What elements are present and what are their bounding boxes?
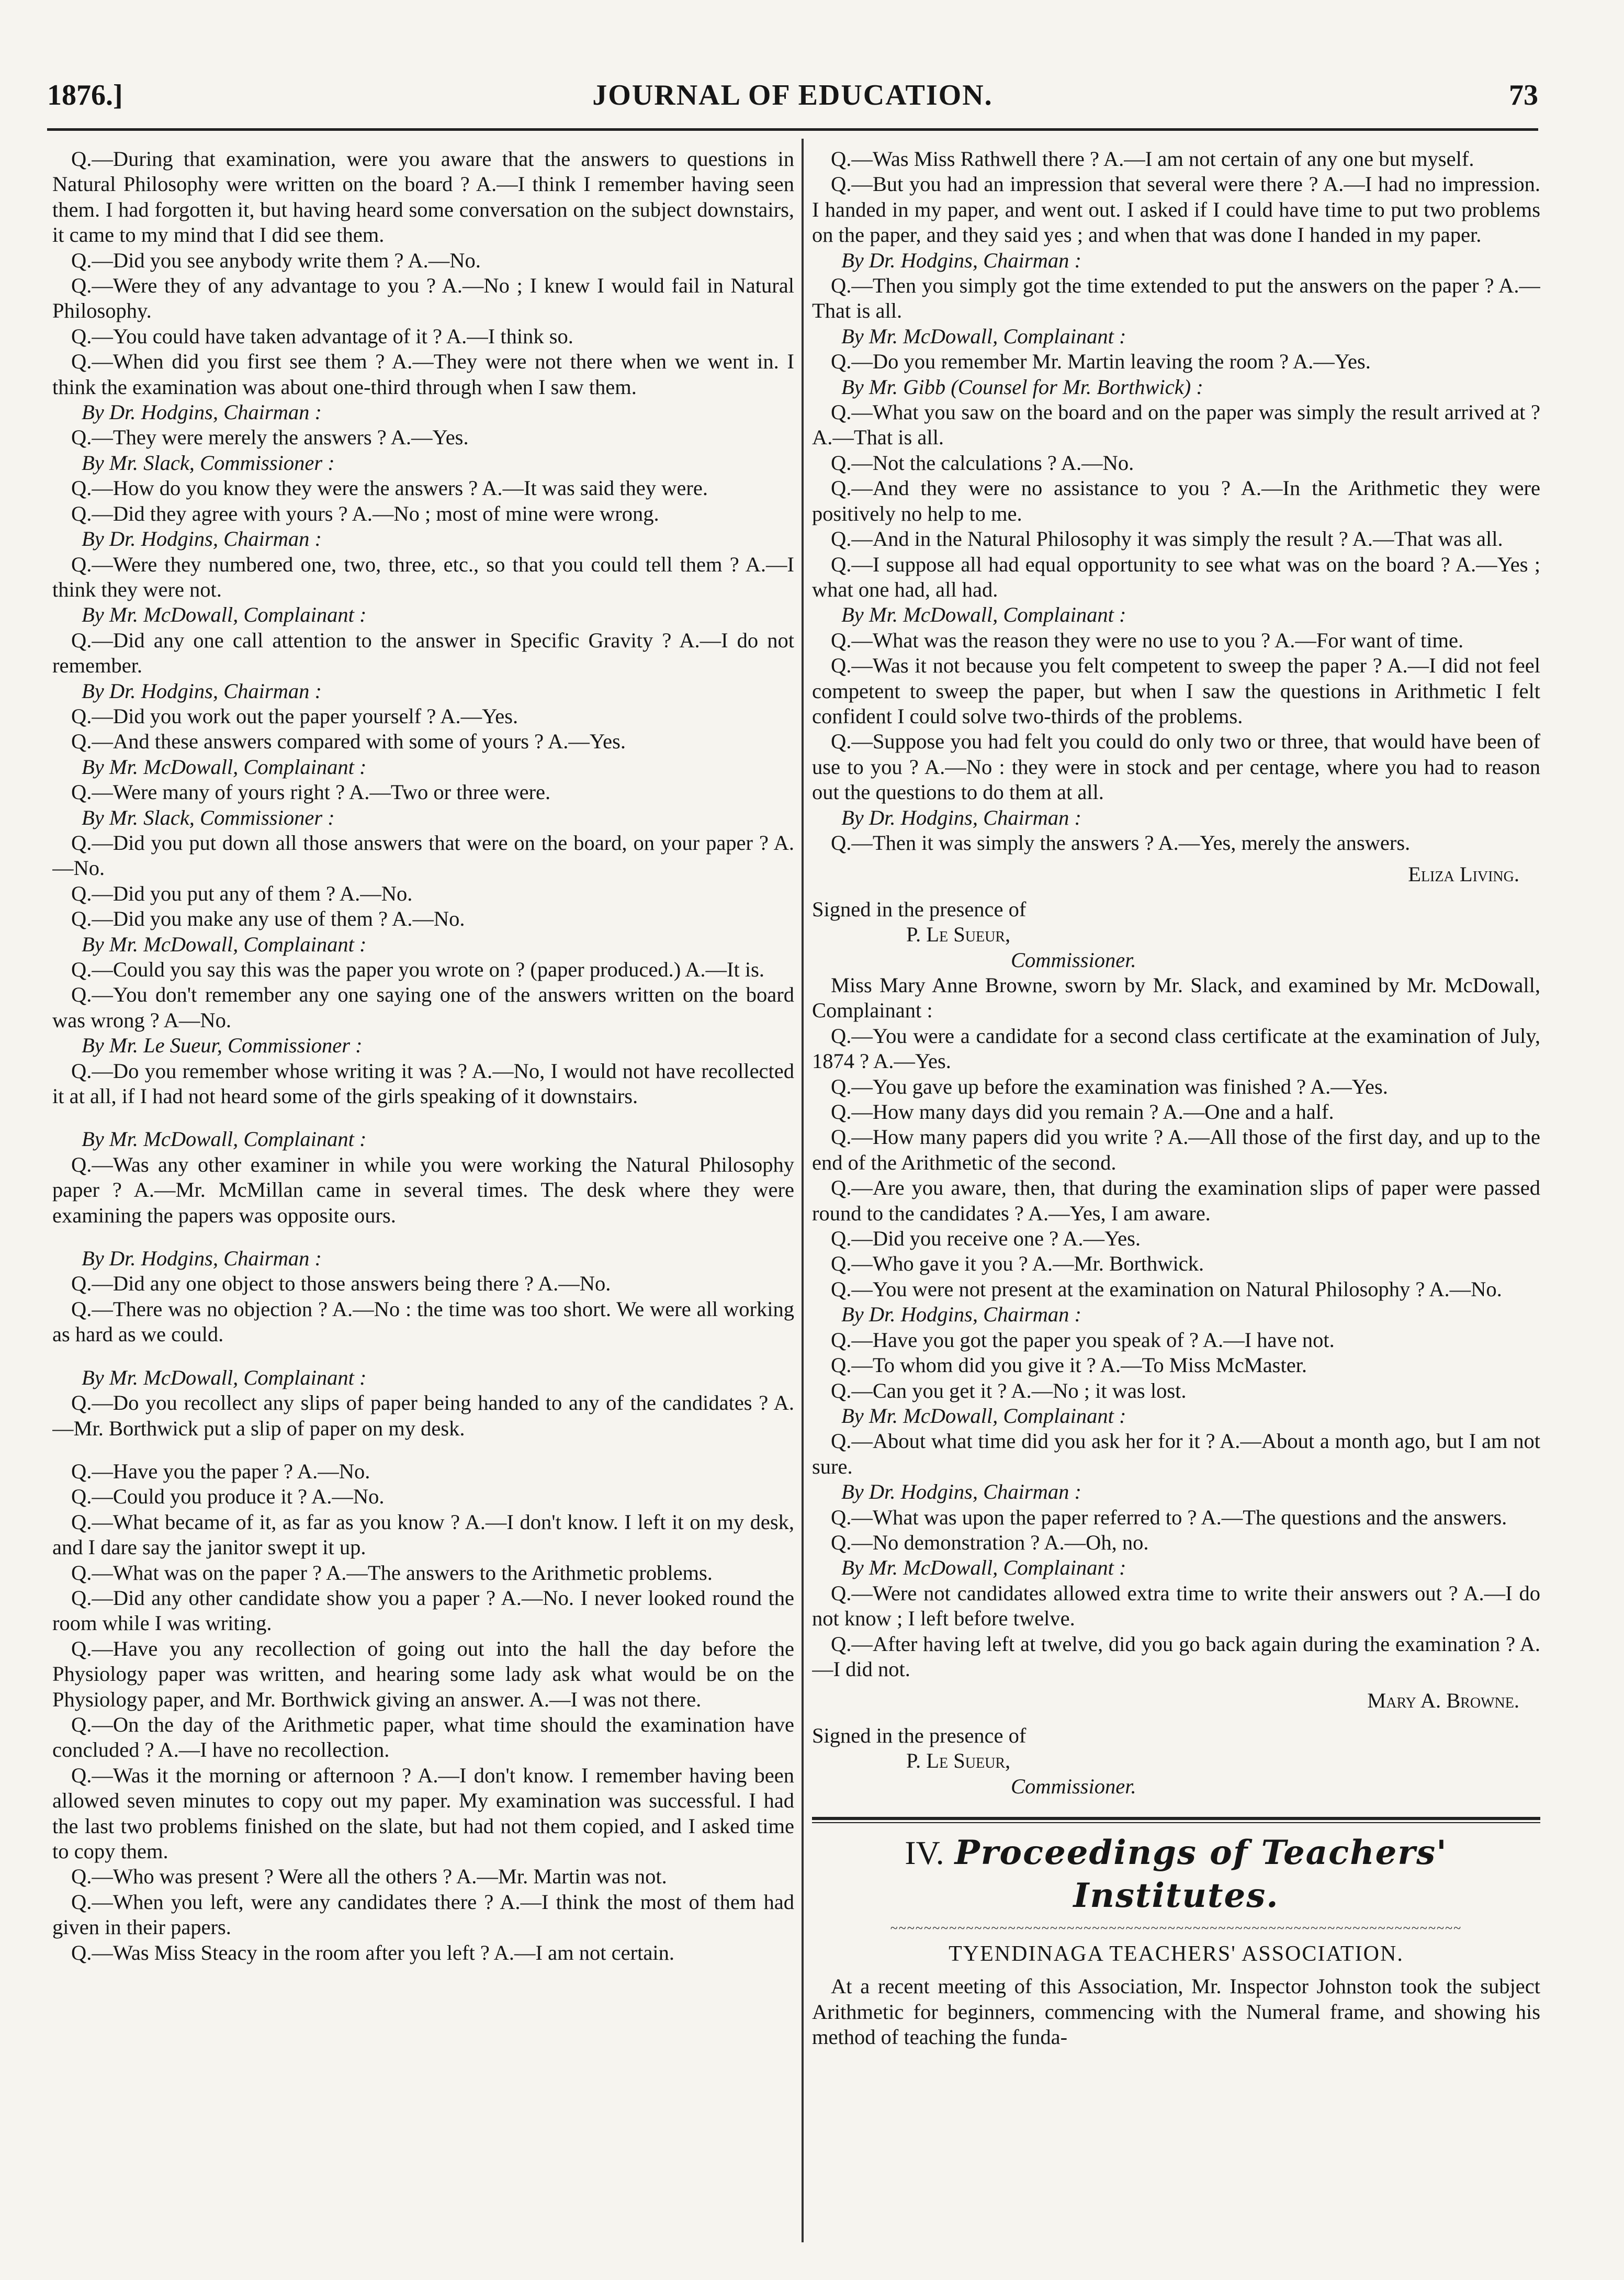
testimony-paragraph: Q.—Do you remember Mr. Martin leaving the room ? A.—Yes. — [831, 350, 1371, 374]
commissioner-name: P. Le Sueur, — [906, 1749, 1011, 1773]
testimony-paragraph: Q.—Have you got the paper you speak of ? A.—I have not. — [831, 1328, 1335, 1352]
testimony-paragraph: Q.—Did you put down all those answers that were on the board, on your paper ? A.—No. — [52, 830, 794, 880]
page-header — [47, 78, 1538, 126]
paragraph-gap — [52, 1441, 794, 1459]
testimony-paragraph: Q.—Was Miss Steacy in the room after you left ? A.—I am not certain. — [71, 1940, 674, 1964]
testimony-paragraph: Q.—Did any one call attention to the answer in Specific Gravity ? A.—I do not remember. — [52, 628, 794, 678]
association-heading: TYENDINAGA TEACHERS' ASSOCIATION. — [949, 1942, 1404, 1966]
speaker-line: By Mr. Slack, Commissioner : — [82, 451, 335, 475]
paragraph-gap — [52, 1347, 794, 1365]
testimony-paragraph: Miss Mary Anne Browne, sworn by Mr. Slack, and examined by Mr. McDowall, Complainant : — [812, 973, 1540, 1023]
testimony-paragraph: Q.—Did they agree with yours ? A.—No ; most of mine were wrong. — [71, 501, 659, 525]
testimony-paragraph: Q.—When you left, were any candidates there ? A.—I think the most of them had given in their papers. — [52, 1890, 794, 1939]
commissioner-title: Commissioner. — [1011, 948, 1136, 972]
testimony-paragraph: Q.—What was the reason they were no use to you ? A.—For want of time. — [831, 628, 1464, 652]
testimony-paragraph: Q.—Could you produce it ? A.—No. — [71, 1485, 385, 1509]
testimony-paragraph: Q.—How many days did you remain ? A.—One and a half. — [831, 1100, 1334, 1124]
testimony-paragraph: Q.—Were they numbered one, two, three, etc., so that you could tell them ? A.—I think they were not. — [52, 552, 794, 601]
testimony-paragraph: Q.—Then it was simply the answers ? A.—Yes, merely the answers. — [831, 830, 1411, 855]
header-year: 1876.] — [47, 79, 123, 111]
speaker-line: By Dr. Hodgins, Chairman : — [82, 1246, 322, 1271]
testimony-paragraph: Q.—Did you make any use of them ? A.—No. — [71, 907, 465, 931]
speaker-line: By Mr. McDowall, Complainant : — [82, 603, 367, 627]
testimony-paragraph: Q.—Was any other examiner in while you were working the Natural Philosophy paper ? A.—Mr. McMillan came in several times. The desk where they were examining the papers was opposite ours. — [52, 1152, 794, 1227]
witness-signature: Eliza Living. — [1408, 862, 1519, 886]
speaker-line: By Mr. McDowall, Complainant : — [82, 1127, 367, 1151]
testimony-paragraph: Q.—There was no objection ? A.—No : the time was too short. We were all working as hard as we could. — [52, 1297, 794, 1346]
testimony-paragraph: Q.—Was it not because you felt competent to sweep the paper ? A.—I did not feel competent to sweep the paper, but when I saw the questions in Arithmetic I felt confident I could solve two-thirds of the problems. — [812, 654, 1540, 728]
testimony-paragraph: Q.—Did you see anybody write them ? A.—No. — [71, 248, 481, 272]
speaker-line: By Dr. Hodgins, Chairman : — [841, 1480, 1082, 1504]
testimony-paragraph: Q.—How many papers did you write ? A.—All those of the first day, and up to the end of the Arithmetic of the second. — [812, 1125, 1540, 1174]
signed-presence-line: Signed in the presence of — [812, 897, 1027, 921]
speaker-line: By Mr. McDowall, Complainant : — [841, 324, 1126, 348]
speaker-line: By Mr. Le Sueur, Commissioner : — [82, 1034, 363, 1058]
speaker-line: By Dr. Hodgins, Chairman : — [841, 248, 1082, 272]
right-column — [812, 147, 1540, 2271]
witness-signature: Mary A. Browne. — [1367, 1689, 1519, 1713]
left-column — [52, 147, 794, 2240]
speaker-line: By Mr. McDowall, Complainant : — [841, 1403, 1126, 1428]
speaker-line: By Dr. Hodgins, Chairman : — [82, 527, 322, 551]
testimony-paragraph: Q.—Do you remember whose writing it was ? A.—No, I would not have recollected it at all, if I had not heard some of the girls speaking of it downstairs. — [52, 1059, 794, 1108]
testimony-paragraph: Q.—Who gave it you ? A.—Mr. Borthwick. — [831, 1252, 1204, 1276]
testimony-paragraph: Q.—They were merely the answers ? A.—Yes. — [71, 425, 469, 450]
commissioner-name: P. Le Sueur, — [906, 923, 1011, 947]
testimony-paragraph: Q.—What became of it, as far as you know ? A.—I don't know. I left it on my desk, and I dare say the janitor swept it up. — [52, 1510, 794, 1559]
testimony-paragraph: Q.—When did you first see them ? A.—They were not there when we went in. I think the examination was about one-third through when I saw them. — [52, 350, 794, 399]
right-column-testimony — [812, 147, 1540, 1799]
testimony-paragraph: Q.—Did any other candidate show you a paper ? A.—No. I never looked round the room while I was writing. — [52, 1586, 794, 1635]
testimony-paragraph: Q.—During that examination, were you aware that the answers to questions in Natural Philosophy were written on the board ? A.—I think I remember having seen them. I had forgotten it, but having heard some conversation on the subject downstairs, it came to my mind that I did see them. — [52, 147, 794, 247]
section-title: Proceedings of Teachers' Institutes. — [954, 1833, 1448, 1915]
testimony-paragraph: Q.—Did you receive one ? A.—Yes. — [831, 1227, 1141, 1251]
testimony-paragraph: Q.—Then you simply got the time extended to put the answers on the paper ? A.—That is all. — [812, 274, 1540, 323]
testimony-paragraph: Q.—And in the Natural Philosophy it was simply the result ? A.—That was all. — [831, 527, 1503, 551]
speaker-line: By Mr. McDowall, Complainant : — [82, 1365, 367, 1389]
speaker-line: By Mr. Gibb (Counsel for Mr. Borthwick) : — [841, 375, 1203, 399]
speaker-line: By Mr. McDowall, Complainant : — [82, 932, 367, 956]
paragraph-gap — [52, 1228, 794, 1246]
speaker-line: By Mr. McDowall, Complainant : — [841, 1556, 1126, 1580]
testimony-paragraph: Q.—Was Miss Rathwell there ? A.—I am not certain of any one but myself. — [831, 147, 1474, 171]
testimony-paragraph: Q.—Have you any recollection of going out into the hall the day before the Physiology paper was written, and hearing some lady ask what would be on the Physiology paper, and Mr. Borthwick giving an answer. A.—I was not there. — [52, 1636, 794, 1711]
testimony-paragraph: Q.—What you saw on the board and on the paper was simply the result arrived at ? A.—That is all. — [812, 400, 1540, 450]
testimony-paragraph: Q.—Were they of any advantage to you ? A.—No ; I knew I would fail in Natural Philosophy. — [52, 274, 794, 323]
speaker-line: By Dr. Hodgins, Chairman : — [82, 400, 322, 424]
testimony-paragraph: Q.—Did you put any of them ? A.—No. — [71, 881, 413, 905]
testimony-paragraph: Q.—No demonstration ? A.—Oh, no. — [831, 1530, 1149, 1554]
paragraph-gap — [52, 1109, 794, 1127]
testimony-paragraph: Q.—Suppose you had felt you could do only two or three, that would have been of use to you ? A.—No : they were in stock and per centage, where you had to reason out the questions to do them at all. — [812, 729, 1540, 804]
section-number: IV. — [905, 1834, 944, 1871]
testimony-paragraph: Q.—I suppose all had equal opportunity to see what was on the board ? A.—Yes ; what one had, all had. — [812, 552, 1540, 601]
testimony-paragraph: Q.—To whom did you give it ? A.—To Miss McMaster. — [831, 1353, 1307, 1377]
commissioner-title: Commissioner. — [1011, 1774, 1136, 1798]
testimony-paragraph: Q.—You gave up before the examination was finished ? A.—Yes. — [831, 1074, 1388, 1098]
testimony-paragraph: Q.—Could you say this was the paper you wrote on ? (paper produced.) A.—It is. — [71, 958, 764, 981]
testimony-paragraph: Q.—How do you know they were the answers ? A.—It was said they were. — [71, 476, 708, 500]
page-number: 73 — [1509, 79, 1538, 111]
section-ornament: ~~~~~~~~~~~~~~~~~~~~~~~~~~~~~~~~~~~~~~~~~~~~~~~~~~~~~~~~~~~~~~~~~~~~ — [890, 1920, 1462, 1936]
testimony-paragraph: Q.—Are you aware, then, that during the examination slips of paper were passed round to the candidates ? A.—Yes, I am aware. — [812, 1176, 1540, 1225]
testimony-paragraph: Q.—What was upon the paper referred to ? A.—The questions and the answers. — [831, 1505, 1507, 1529]
testimony-paragraph: Q.—But you had an impression that several were there ? A.—I had no impression. I handed in my paper, and went out. I asked if I could have time to put two problems on the paper, and they said yes ; and when that was done I handed in my paper. — [812, 172, 1540, 247]
testimony-paragraph: Q.—After having left at twelve, did you go back again during the examination ? A.—I did not. — [812, 1632, 1540, 1681]
testimony-paragraph: Q.—Have you the paper ? A.—No. — [71, 1459, 370, 1483]
testimony-paragraph: Q.—Did any one object to those answers being there ? A.—No. — [71, 1272, 611, 1296]
testimony-paragraph: Q.—And these answers compared with some of yours ? A.—Yes. — [71, 729, 626, 754]
column-divider — [802, 139, 804, 2242]
speaker-line: By Dr. Hodgins, Chairman : — [841, 1302, 1082, 1327]
speaker-line: By Mr. McDowall, Complainant : — [841, 603, 1126, 627]
testimony-paragraph: Q.—You don't remember any one saying one of the answers written on the board was wrong ? A—No. — [52, 983, 794, 1032]
testimony-paragraph: Q.—You were not present at the examination on Natural Philosophy ? A.—No. — [831, 1277, 1502, 1301]
signed-presence-line: Signed in the presence of — [812, 1723, 1027, 1747]
testimony-paragraph: Q.—On the day of the Arithmetic paper, what time should the examination have concluded ? A.—I have no recollection. — [52, 1712, 794, 1762]
section-heading — [812, 1832, 1540, 1917]
testimony-paragraph: Q.—Was it the morning or afternoon ? A.—I don't know. I remember having been allowed seven minutes to copy out my paper. My examination was successful. I had the last two problems finished on the slate, but had not them copied, and I asked time to copy them. — [52, 1763, 794, 1863]
testimony-paragraph: Q.—About what time did you ask her for it ? A.—About a month ago, but I am not sure. — [812, 1429, 1540, 1478]
speaker-line: By Mr. Slack, Commissioner : — [82, 805, 335, 829]
testimony-paragraph: Q.—You could have taken advantage of it ? A.—I think so. — [71, 324, 573, 348]
testimony-paragraph: Q.—And they were no assistance to you ? A.—In the Arithmetic they were positively no help to me. — [812, 476, 1540, 525]
speaker-line: By Dr. Hodgins, Chairman : — [841, 805, 1082, 829]
testimony-paragraph: Q.—You were a candidate for a second class certificate at the examination of July, 1874 ? A.—Yes. — [812, 1024, 1540, 1073]
header-rule — [47, 128, 1538, 131]
testimony-paragraph: Q.—Not the calculations ? A.—No. — [831, 451, 1134, 475]
section-rule — [812, 1817, 1540, 1823]
journal-title: JOURNAL OF EDUCATION. — [592, 79, 993, 111]
testimony-paragraph: Q.—Do you recollect any slips of paper being handed to any of the candidates ? A.—Mr. Borthwick put a slip of paper on my desk. — [52, 1391, 794, 1440]
testimony-paragraph: Q.—Were many of yours right ? A.—Two or three were. — [71, 780, 551, 804]
association-paragraph: At a recent meeting of this Association, Mr. Inspector Johnston took the subject Arithmetic for beginners, commencing with the Numeral frame, and showing his method of teaching the funda- — [812, 1974, 1540, 2049]
testimony-paragraph: Q.—Who was present ? Were all the others ? A.—Mr. Martin was not. — [71, 1865, 667, 1889]
testimony-paragraph: Q.—Did you work out the paper yourself ? A.—Yes. — [71, 704, 518, 728]
testimony-paragraph: Q.—What was on the paper ? A.—The answers to the Arithmetic problems. — [71, 1560, 713, 1585]
speaker-line: By Dr. Hodgins, Chairman : — [82, 679, 322, 703]
speaker-line: By Mr. McDowall, Complainant : — [82, 755, 367, 779]
testimony-paragraph: Q.—Can you get it ? A.—No ; it was lost. — [831, 1378, 1187, 1402]
testimony-paragraph: Q.—Were not candidates allowed extra time to write their answers out ? A.—I do not know ; I left before twelve. — [812, 1581, 1540, 1631]
